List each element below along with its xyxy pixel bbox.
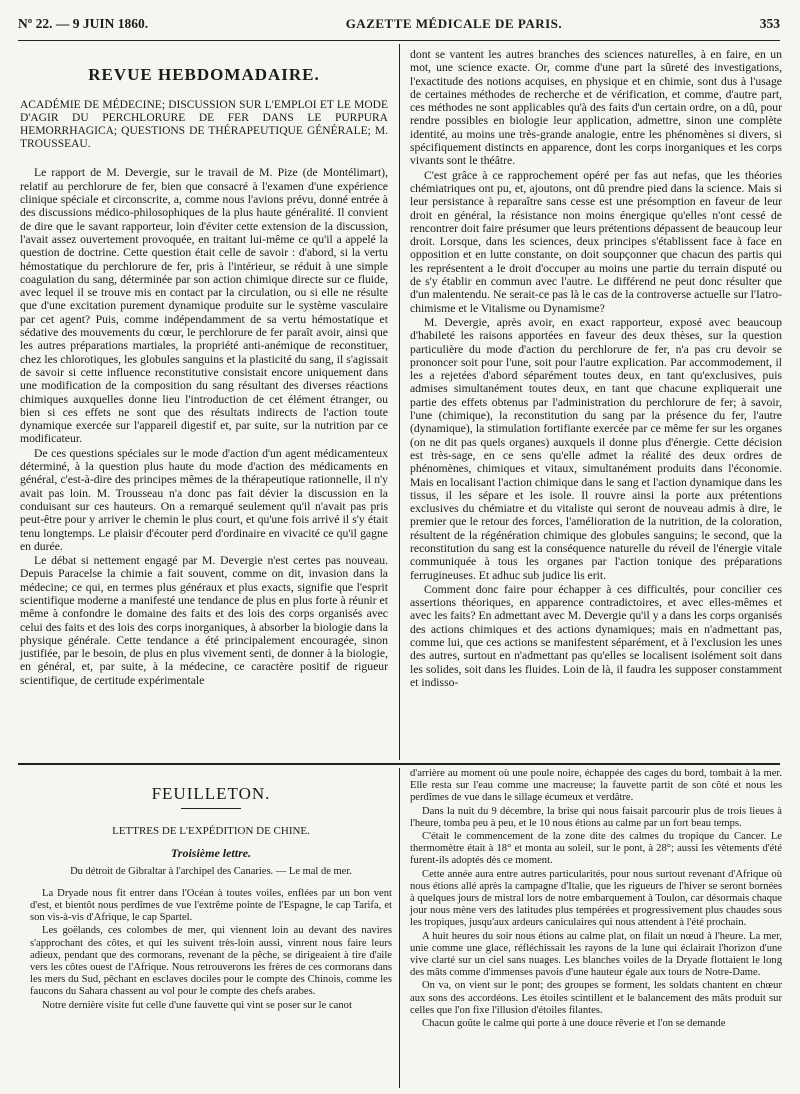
revue-summary: ACADÉMIE DE MÉDECINE; DISCUSSION SUR L'EMPLOI ET LE MODE D'AGIR DU PERCHLORURE DE FER DANS LE PURPURA HEMORRHAGICA; QUESTIONS DE THÉRAPEUTIQUE GÉNÉRALE; M. TROUSSEAU. — [20, 99, 388, 150]
letters-title: LETTRES DE L'EXPÉDITION DE CHINE. — [112, 825, 310, 838]
feuilleton-title: FEUILLETON. — [151, 784, 271, 803]
feuilleton-paragraph: d'arrière au moment où une poule noire, échappée des cages du bord, tombait à la mer. Elle resta sur l'eau comme une macreuse; la fauvette partit de son côté et nous les perdîmes de vue dans le sillage écumeux et verdâtre. — [410, 768, 782, 804]
feuilleton-column-divider — [399, 768, 400, 1088]
revue-paragraph: Comment donc faire pour échapper à ces difficultés, pour concilier ces assertions théoriques, en apparence contradictoires, et avec elles-mêmes et avec les faits? En admettant avec M. Devergie qu'il y a dans les corps organisés des actions chimiques et des actions dynamiques; mais en n'admettant pas, comme lui, que ces actions se manifestent séparément, et à l'exclusion les unes des autres, surtout en n'admettant pas qu'elles se localisent isolément soit dans les solides, soit dans les fluides. Loin de là, il faudra les supposer constamment et indisso- — [410, 582, 782, 689]
revue-paragraph: Le rapport de M. Devergie, sur le travail de M. Pize (de Montélimart), relatif au perchlorure de fer, bien que consacré à l'examen d'une expérience clinique spéciale et circonscrite, a, comme nous l'avions prévu, donné entrée à des discussions médico-philosophiques de la plus haute généralité. Il convient de dire que le savant rapporteur, loin d'éviter cette extension de la discussion, l'avait assez ouvertement provoquée, en traitant lui-même ce qu'il a appelé la question de doctrine. Cette question était celle de savoir : d'abord, si la vertu hémostatique du perchlorure de fer, pris à l'intérieur, se réduit à une simple coagulation du sang, déterminée par son action chimique directe sur ce fluide, avec lequel il se trouve mis en contact par la circulation, ou si elle ne résulte que d'une excitation purement dynamique produite sur le système vasculaire par cet agent? Puis, comme indépendamment de sa vertu hémostatique et sédative des mouvements du cœur, le perchlorure de fer paraît avoir, ainsi que les autres préparations martiales, la propriété anti-anémique de reconstituer, chez les chlorotiques, les globules sanguins et la plasticité du sang, il s'agissait de savoir si cette influence reconstitutive consistait encore uniquement dans une modification de la composition du sang résultant des diverses réactions chimiques auxquelles donne lieu l'introduction de cet élément étranger, ou bien si ces effets ne sont que des résultats indirects de l'action toute dynamique exercée sur l'appareil digestif et, par suite, sur la nutrition par ce modificateur. — [20, 166, 388, 446]
column-divider — [399, 44, 400, 760]
revue-left-column — [20, 46, 388, 688]
feuilleton-paragraph: Cette année aura entre autres particularités, pour nous surtout revenant d'Afrique où nous étions allé après la campagne d'Italie, que les rigueurs de l'hiver se seront bornées à quelques jours de mistral lors de notre embarquement à Toulon, car désormais chaque jour nous mène vers des latitudes plus tempérées et progressivement plus chaudes sous les tropiques, jusqu'aux ardeurs caniculaires qui nous attendent à l'été prochain. — [410, 868, 782, 929]
issue-number: Nº 22. — 9 JUIN 1860. — [18, 16, 149, 31]
revue-paragraph: C'est grâce à ce rapprochement opéré per fas aut nefas, que les théories chémiatriques ont pu, et, ajoutons, ont dû prendre pied dans la science. Mais si leur persistance à reparaître sans cesse est une présomption en faveur de leur droit en général, la résistance non moins énergique qu'elles n'ont cessé de rencontrer doit faire présumer que leurs prétentions dépassent de beaucoup leur droit. Lorsque, dans les sciences, deux principes s'établissent face à face en opposition et en lutte constante, on doit soupçonner que chacun des partis qui les représentent a le droit d'occuper au moins une partie du terrain disputé ou de s'y établir en commun avec l'autre. Le différend ne peut donc résulter que d'un malentendu. Ne serait-ce pas là le cas de la controverse actuelle sur l'Iatro-chimisme et le Vitalisme ou Dynamisme? — [410, 168, 782, 315]
feuilleton-right-column — [410, 768, 782, 1031]
revue-right-column — [410, 48, 782, 690]
feuilleton-title-rule — [181, 808, 241, 809]
page-number: 353 — [759, 16, 780, 31]
revue-paragraph: dont se vantent les autres branches des sciences naturelles, à en faire, en un mot, une science exacte. Or, comme d'une part la sûreté des investigations, l'exactitude des notions acquises, en physique et en chimie, sont dus à l'usage de certaines méthodes de recherche et de vérification, et comme, d'autre part, ces méthodes ne sont applicables qu'à des faits d'un certain ordre, on a dû, pour rendre possibles en biologie leur application, admettre, sinon une complète identité, au moins une très-grande analogie, entre les phénomènes si divers, si spécifiquement distincts en apparence, dont les corps inorganiques et les corps vivants sont le théâtre. — [410, 48, 782, 168]
publication-title: GAZETTE MÉDICALE DE PARIS. — [345, 16, 563, 31]
feuilleton-rule — [18, 763, 780, 765]
letter-number: Troisième lettre. — [170, 846, 252, 861]
page-header — [18, 16, 780, 38]
feuilleton-paragraph: A huit heures du soir nous étions au calme plat, on filait un nœud à l'heure. La mer, unie comme une glace, réfléchissait les rayons de la lune qui éclairait l'horizon d'une vive clarté sur un ciel sans nuages. Les blanches voiles de la Dryade flottaient le long des mâts comme d'immenses pavois d'une hauteur égale aux tours de Notre-Dame. — [410, 930, 782, 979]
letter-route: Du détroit de Gibraltar à l'archipel des Canaries. — Le mal de mer. — [70, 865, 352, 877]
revue-paragraph: Le débat si nettement engagé par M. Devergie n'est certes pas nouveau. Depuis Paracelse la chimie a fait souvent, comme on dit, invasion dans la médecine; ce qui, en termes plus généraux et plus exacts, signifie que l'esprit scientifique moderne a manifesté une tendance de plus en plus forte à réunir et même à confondre le domaine des faits et des lois des corps organisés avec celui des faits et des lois des corps inorganiques, à absorber la biologie dans la physique générale. Cette tendance a été principalement encouragée, sinon justifiée, par le besoin, de plus en plus vivement senti, de donner à la biologie, en général, et, par suite, à la médecine, ce caractère positif de rigueur scientifique, de certitude expérimentale — [20, 554, 388, 687]
feuilleton-paragraph: Dans la nuit du 9 décembre, la brise qui nous faisait parcourir plus de trois lieues à l'heure, tomba peu à peu, et le 10 nous étions au calme par un fort beau temps. — [410, 805, 782, 829]
revue-paragraph: De ces questions spéciales sur le mode d'action d'un agent médicamenteux déterminé, à la question plus haute du mode d'action des médicaments en général, c'est-à-dire des principes mêmes de la thérapeutique rationnelle, il n'y avait pas loin. M. Trousseau n'a donc pas fait dévier la discussion en la conduisant sur ces hauteurs. On a remarqué seulement qu'il n'avait pas pris peut-être pour y arriver le chemin le plus court, et qu'une fois arrivé il s'y était tenu longtemps. Le plaisir d'écouter perd d'ordinaire en vivacité ce qu'il gagne en durée. — [20, 446, 388, 553]
feuilleton-left-column — [30, 770, 392, 1013]
revue-title: REVUE HEBDOMADAIRE. — [88, 65, 320, 84]
header-rule — [18, 40, 780, 41]
feuilleton-paragraph: Chacun goûte le calme qui porte à une douce rêverie et l'on se demande — [422, 1018, 726, 1030]
feuilleton-paragraph: C'était le commencement de la zone dite des calmes du tropique du Cancer. Le thermomètre était à 18° et monta au soleil, sur le pont, à 28°; aussi les vêtements d'été furent-ils adoptés dès ce moment. — [410, 831, 782, 867]
feuilleton-paragraph: La Dryade nous fit entrer dans l'Océan à toutes voiles, enflées par un bon vent d'est, et bientôt nous perdîmes de vue l'extrême pointe de l'Espagne, le cap Tarifa, et son vis-à-vis d'Afrique, le cap Spartel. — [30, 887, 392, 924]
feuilleton-paragraph: On va, on vient sur le pont; des groupes se forment, les soldats chantent en chœur aux sons des accordéons. Les étoiles scintillent et le balancement des mâts produit sur celles que l'on fixe l'illusion d'étoiles filantes. — [410, 980, 782, 1016]
revue-paragraph: M. Devergie, après avoir, en exact rapporteur, exposé avec beaucoup d'habileté les raisons apportées en faveur des deux thèses, sur la question particulière du mode d'action du perchlorure de fer, n'a pas cru devoir se prononcer soit pour l'une, soit pour l'autre explication. Par accommodement, il les a rejetées d'abord séparément toutes deux, en tant qu'exclusives, puis admises simultanément toutes deux, en tant que chacune expliquerait une partie des effets obtenus par l'administration du perchlorure de fer; à savoir, l'une (chimique), la reconstitution du sang par la présence du fer, l'autre (dynamique), la stimulation fortifiante exercée par ce même fer sur les organes (on ne dit pas quels organes) auxquels il donne plus d'énergie. Cette décision est très-sage, en ce sens qu'elle admet la réalité des deux ordres de phénomènes, chimiques et vitaux, simultanément produits dans l'économie. Mais en localisant l'action chimique dans le sang et l'action dynamique dans les tissus, il les sépare et les isole. Il rouvre ainsi la porte aux prétentions exclusives du chémiatre et du vitaliste qui seront de nouveau admis à dire, le premier que le retour des forces, l'amélioration de la nutrition, de la coloration, résultent de la régénération chimique des globules sanguins; le second, que la reconstitution du sang est la conséquence naturelle du réveil de l'énergie vitale communiquée à tous les organes par l'action tonique des préparations ferrugineuses. Et adhuc sub judice lis erit. — [410, 315, 782, 582]
feuilleton-paragraph: Les goëlands, ces colombes de mer, qui viennent loin au devant des navires s'approchant des côtes, et qui les suivent très-loin aussi, vinrent nous faire leurs adieux, pendant que des cormorans, revenant de la pêche, se dirigeaient à tire d'aile vers les côtes ouest de l'Afrique. Nous retrouverons les frères de ces cormorans dans les mers du Sud, pêchant en esclaves dociles pour le compte des Chinois, comme les faucons du Sahara chassent au vol pour le compte des chefs arabes. — [30, 925, 392, 998]
feuilleton-paragraph: Notre dernière visite fut celle d'une fauvette qui vint se poser sur le canot — [42, 999, 352, 1011]
